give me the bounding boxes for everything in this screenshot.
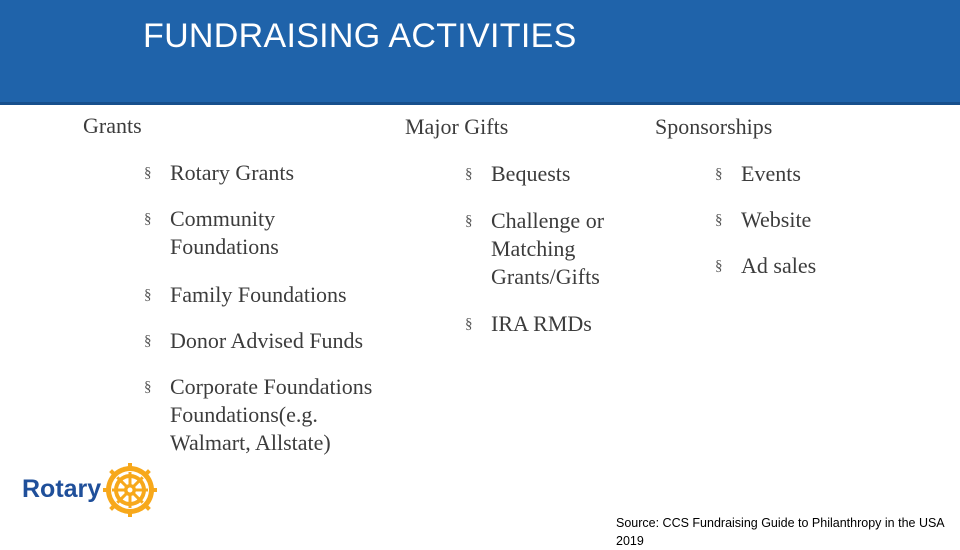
column-heading-grants: Grants bbox=[83, 113, 142, 138]
list-item: § Community Foundations bbox=[144, 205, 360, 261]
sponsorships-list bbox=[715, 160, 915, 280]
list-item: § Ad sales bbox=[715, 252, 915, 280]
list-item: § Bequests bbox=[465, 160, 655, 188]
rotary-logo bbox=[22, 462, 162, 518]
rotary-wheel-icon bbox=[102, 462, 158, 518]
list-item: § Family Foundations bbox=[144, 281, 434, 309]
list-item: § Donor Advised Funds bbox=[144, 327, 434, 355]
column-heading-major-gifts: Major Gifts bbox=[405, 114, 509, 139]
list-item: § Events bbox=[715, 160, 915, 188]
column-heading-sponsorships: Sponsorships bbox=[655, 114, 773, 139]
list-item: § Challenge or Matching Grants/Gifts bbox=[465, 207, 641, 291]
list-item: § IRA RMDs bbox=[465, 310, 655, 338]
list-item: § Website bbox=[715, 206, 915, 234]
grants-list bbox=[144, 159, 434, 457]
source-footnote: Source: CCS Fundraising Guide to Philanthropy in the USA 2019 bbox=[616, 516, 944, 548]
page-title: FUNDRAISING ACTIVITIES bbox=[143, 17, 577, 55]
list-item: § Corporate Foundations Foundations(e.g. Walmart, Allstate) bbox=[144, 373, 375, 457]
list-item: § Rotary Grants bbox=[144, 159, 434, 187]
logo-text: Rotary bbox=[22, 475, 102, 503]
header-bar bbox=[0, 0, 960, 105]
major-gifts-list bbox=[465, 160, 655, 338]
